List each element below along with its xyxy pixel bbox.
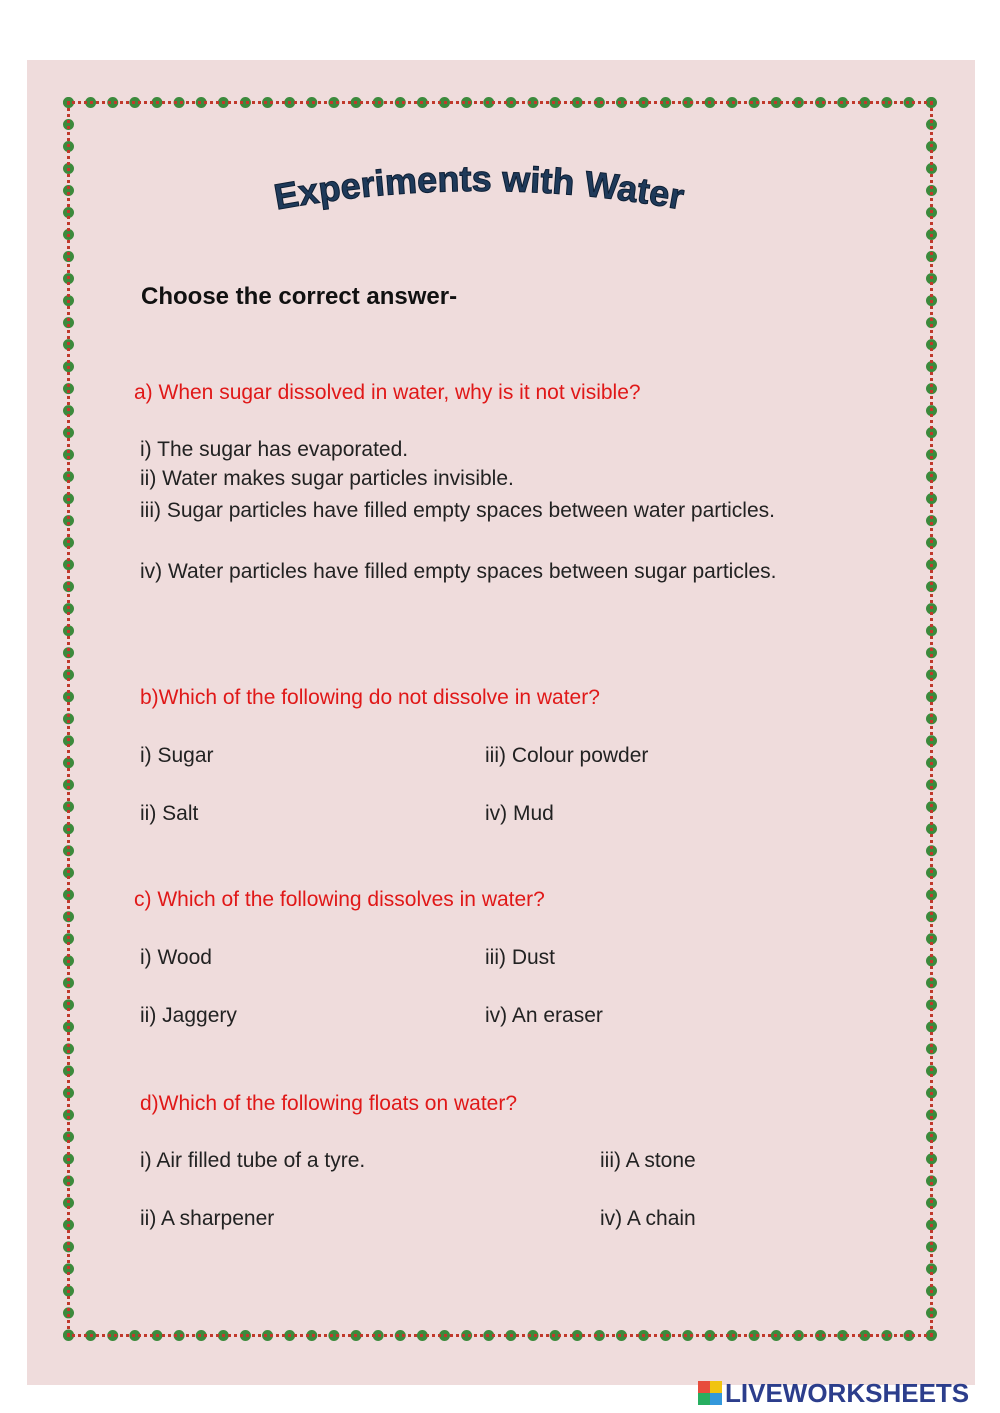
brand-name: LIVEWORKSHEETS [725, 1377, 970, 1408]
option-a2[interactable]: ii) Water makes sugar particles invisible. [140, 467, 514, 490]
option-c3[interactable]: iii) Dust [485, 946, 556, 969]
liveworksheets-brand[interactable] [698, 1378, 969, 1408]
title-text: Experiments with Water [271, 157, 688, 218]
option-b1[interactable]: i) Sugar [140, 744, 214, 767]
option-c2[interactable]: ii) Jaggery [140, 1004, 237, 1027]
option-c4[interactable]: iv) An eraser [485, 1004, 603, 1027]
option-a3[interactable]: iii) Sugar particles have filled empty spaces between water particles. [140, 499, 775, 522]
option-d1[interactable]: i) Air filled tube of a tyre. [140, 1149, 366, 1172]
question-a: a) When sugar dissolved in water, why is it not visible? [134, 381, 641, 404]
question-d: d)Which of the following floats on water? [140, 1092, 518, 1115]
option-d2[interactable]: ii) A sharpener [140, 1207, 275, 1230]
option-c1[interactable]: i) Wood [140, 946, 212, 969]
question-b: b)Which of the following do not dissolve in water? [140, 686, 600, 709]
option-a4[interactable]: iv) Water particles have filled empty spaces between sugar particles. [140, 560, 777, 583]
question-c: c) Which of the following dissolves in water? [134, 888, 545, 911]
svg-text:Experiments with Water [271, 158, 687, 218]
option-a1[interactable]: i) The sugar has evaporated. [140, 438, 409, 461]
option-b2[interactable]: ii) Salt [140, 802, 199, 825]
option-d4[interactable]: iv) A chain [600, 1207, 696, 1230]
option-d3[interactable]: iii) A stone [600, 1149, 696, 1172]
option-b4[interactable]: iv) Mud [485, 802, 554, 825]
worksheet-title [200, 150, 760, 240]
option-b3[interactable]: iii) Colour powder [485, 744, 649, 767]
instruction-text: Choose the correct answer- [141, 283, 458, 310]
liveworksheets-logo-icon [698, 1381, 722, 1405]
